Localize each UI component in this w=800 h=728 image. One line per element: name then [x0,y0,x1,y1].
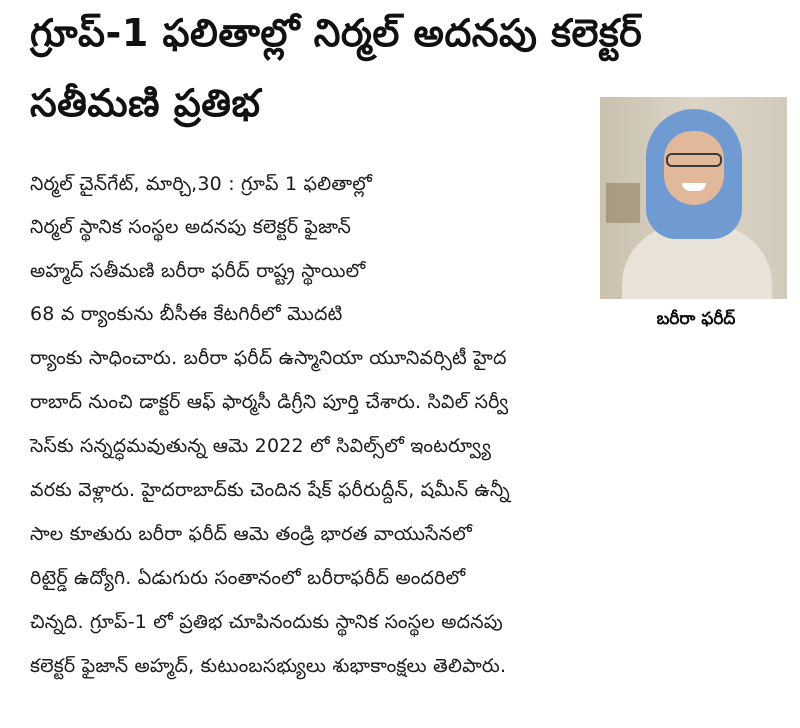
body-line-11: చిన్నది. గ్రూప్-1 లో ప్రతిభ చూపినందుకు స్థానిక సంస్థల అదనపు [30,611,503,633]
body-line-7: సెస్‌కు సన్నద్ధమవుతున్న ఆమె 2022 లో సివిల్స్‌లో ఇంటర్వ్యూ [30,435,492,457]
body-line-4: 68 వ ర్యాంకును బీసీఈ కేటగిరీలో మొదటి [30,303,343,325]
photo-face [664,131,724,205]
body-line-9: సాల కూతురు బరీరా ఫరీద్ ఆమె తండ్రి భారత వాయుసేనలో [30,523,472,545]
body-line-10: రిటైర్డ్ ఉద్యోగి. ఏడుగురు సంతానంలో బరీరాఫరీద్ అందరిలో [30,567,466,589]
photo-glasses [666,153,722,167]
photo-wall-sign [606,183,640,223]
body-line-6: రాబాద్ నుంచి డాక్టర్ ఆఫ్ ఫార్మసీ డిగ్రీని పూర్తి చేశారు. సివిల్ సర్వీ [30,391,509,413]
body-line-8: వరకు వెళ్లారు. హైదరాబాద్‌కు చెందిన షేక్ ఫరీరుద్దీన్, షమీన్ ఉన్నీ [30,479,510,501]
body-line-1: నిర్మల్ చైన్‌గేట్, మార్చి,30 : గ్రూప్ 1 ఫలితాల్లో [30,173,373,195]
headline-line-1: గ్రూప్-1 ఫలితాల్లో నిర్మల్ అదనపు కలెక్టర్ [30,11,643,55]
body-line-5: ర్యాంకు సాధించారు. బరీరా ఫరీద్ ఉస్మానియా యూనివర్సిటీ హైద [30,347,507,369]
body-line-12: కలెక్టర్ ఫైజాన్ అహ్మద్, కుటుంబసభ్యులు శుభాకాంక్షలు తెలిపారు. [30,655,507,677]
body-line-2: నిర్మల్ స్థానిక సంస్థల అదనపు కలెక్టర్ ఫైజాన్ [30,216,352,238]
headline-line-2: సతీమణి ప్రతిభ [30,81,261,125]
photo-caption: బరీరా ఫరీద్ [656,309,736,329]
portrait-photo [600,97,787,299]
body-line-3: అహ్మద్ సతీమణి బరీరా ఫరీద్ రాష్ట్ర స్థాయిలో [30,260,366,282]
